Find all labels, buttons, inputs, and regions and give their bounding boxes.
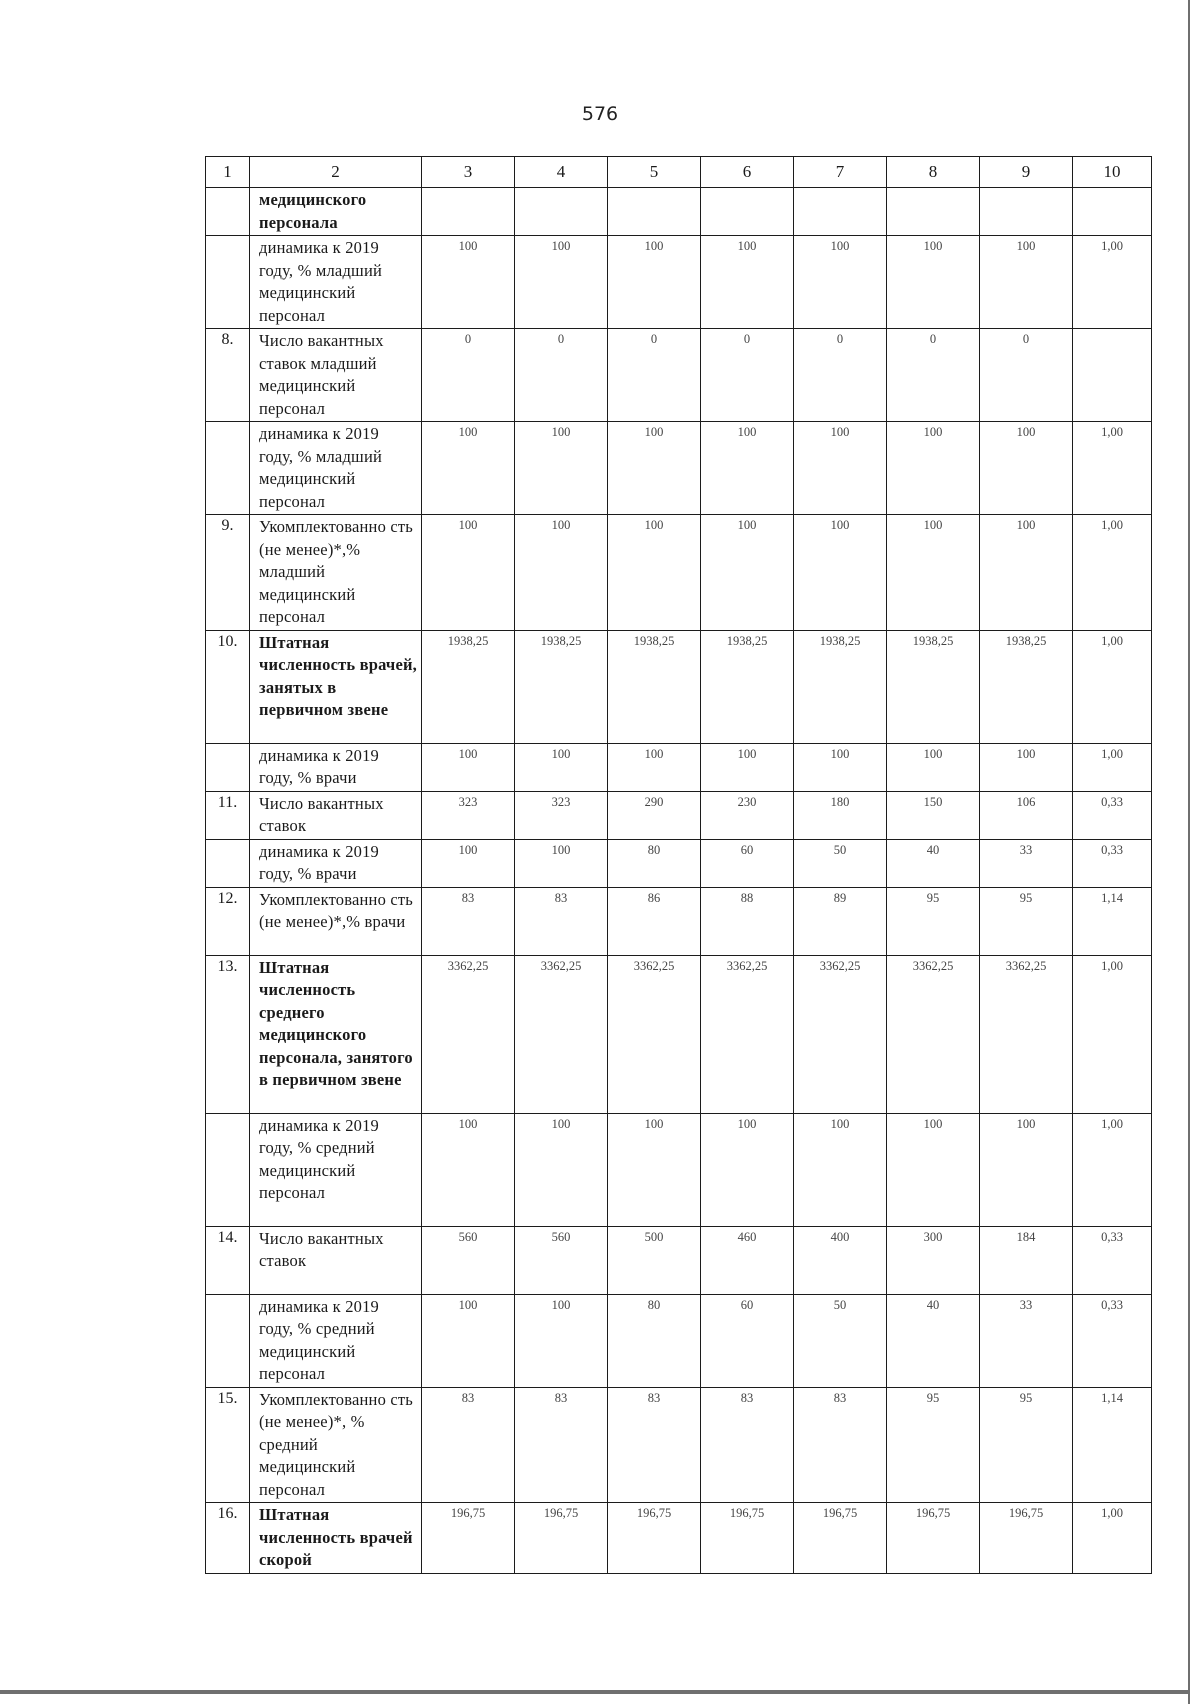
column-header: 9 xyxy=(980,157,1073,188)
row-number: 13. xyxy=(206,955,250,1113)
row-number xyxy=(206,839,250,887)
table-row xyxy=(206,188,1152,236)
value-cell xyxy=(701,188,794,236)
value-cell: 196,75 xyxy=(701,1503,794,1574)
value-cell: 100 xyxy=(980,515,1073,631)
value-cell: 1,00 xyxy=(1073,422,1152,515)
value-cell: 50 xyxy=(794,839,887,887)
table-row xyxy=(206,1387,1152,1503)
value-cell: 3362,25 xyxy=(701,955,794,1113)
table-body xyxy=(206,157,1152,1574)
value-cell: 1938,25 xyxy=(515,630,608,743)
indicator-name: динамика к 2019 году, % средний медицинский персонал xyxy=(250,1113,422,1226)
table-row xyxy=(206,329,1152,422)
value-cell: 0 xyxy=(980,329,1073,422)
value-cell: 100 xyxy=(794,236,887,329)
row-number: 11. xyxy=(206,791,250,839)
value-cell: 150 xyxy=(887,791,980,839)
value-cell: 184 xyxy=(980,1226,1073,1294)
value-cell: 0 xyxy=(515,329,608,422)
value-cell: 100 xyxy=(608,743,701,791)
value-cell: 100 xyxy=(515,743,608,791)
indicator-name: динамика к 2019 году, % врачи xyxy=(250,839,422,887)
table-row xyxy=(206,1226,1152,1294)
value-cell: 196,75 xyxy=(980,1503,1073,1574)
column-header: 1 xyxy=(206,157,250,188)
value-cell: 100 xyxy=(794,1113,887,1226)
row-number: 14. xyxy=(206,1226,250,1294)
value-cell: 500 xyxy=(608,1226,701,1294)
indicator-name: Число вакантных ставок xyxy=(250,1226,422,1294)
indicator-name: Число вакантных ставок xyxy=(250,791,422,839)
column-header: 3 xyxy=(422,157,515,188)
value-cell: 100 xyxy=(887,236,980,329)
value-cell: 83 xyxy=(515,1387,608,1503)
value-cell: 88 xyxy=(701,887,794,955)
value-cell xyxy=(887,188,980,236)
row-number: 9. xyxy=(206,515,250,631)
row-number: 8. xyxy=(206,329,250,422)
value-cell: 1938,25 xyxy=(422,630,515,743)
page-edge-bottom xyxy=(0,1690,1190,1694)
value-cell: 1,00 xyxy=(1073,236,1152,329)
row-number: 16. xyxy=(206,1503,250,1574)
value-cell: 83 xyxy=(515,887,608,955)
value-cell: 1,00 xyxy=(1073,630,1152,743)
value-cell: 3362,25 xyxy=(515,955,608,1113)
column-header: 8 xyxy=(887,157,980,188)
value-cell: 80 xyxy=(608,839,701,887)
value-cell: 0 xyxy=(422,329,515,422)
table-row xyxy=(206,422,1152,515)
value-cell: 196,75 xyxy=(608,1503,701,1574)
value-cell xyxy=(608,188,701,236)
value-cell: 60 xyxy=(701,839,794,887)
value-cell: 1,00 xyxy=(1073,955,1152,1113)
value-cell: 100 xyxy=(887,422,980,515)
column-header: 7 xyxy=(794,157,887,188)
value-cell: 100 xyxy=(794,422,887,515)
table-row xyxy=(206,1503,1152,1574)
row-number xyxy=(206,422,250,515)
value-cell: 180 xyxy=(794,791,887,839)
value-cell: 100 xyxy=(422,422,515,515)
value-cell: 50 xyxy=(794,1294,887,1387)
value-cell: 290 xyxy=(608,791,701,839)
indicator-name: медицинского персонала xyxy=(250,188,422,236)
value-cell: 1,00 xyxy=(1073,1503,1152,1574)
indicator-name: Штатная численность врачей, занятых в первичном звене xyxy=(250,630,422,743)
value-cell: 1,00 xyxy=(1073,1113,1152,1226)
value-cell: 100 xyxy=(887,743,980,791)
value-cell: 0 xyxy=(608,329,701,422)
indicator-name: Укомплектованно сть (не менее)*,% врачи xyxy=(250,887,422,955)
value-cell xyxy=(980,188,1073,236)
column-header: 10 xyxy=(1073,157,1152,188)
indicator-name: Число вакантных ставок младший медицинский персонал xyxy=(250,329,422,422)
indicator-name: динамика к 2019 году, % младший медицинский персонал xyxy=(250,422,422,515)
value-cell xyxy=(1073,329,1152,422)
value-cell: 83 xyxy=(422,887,515,955)
row-number: 15. xyxy=(206,1387,250,1503)
value-cell xyxy=(1073,188,1152,236)
page-edge-right xyxy=(1188,0,1190,1704)
value-cell: 33 xyxy=(980,839,1073,887)
value-cell: 100 xyxy=(515,422,608,515)
value-cell: 0,33 xyxy=(1073,1226,1152,1294)
column-header: 4 xyxy=(515,157,608,188)
indicator-name: Укомплектованно сть (не менее)*, % средний медицинский персонал xyxy=(250,1387,422,1503)
value-cell: 86 xyxy=(608,887,701,955)
value-cell: 3362,25 xyxy=(422,955,515,1113)
value-cell: 196,75 xyxy=(515,1503,608,1574)
row-number: 10. xyxy=(206,630,250,743)
table-row xyxy=(206,839,1152,887)
value-cell: 460 xyxy=(701,1226,794,1294)
table-row xyxy=(206,1294,1152,1387)
value-cell: 100 xyxy=(515,1113,608,1226)
value-cell: 0 xyxy=(887,329,980,422)
value-cell: 100 xyxy=(515,236,608,329)
value-cell: 1,14 xyxy=(1073,887,1152,955)
value-cell: 40 xyxy=(887,1294,980,1387)
indicator-name: динамика к 2019 году, % младший медицинский персонал xyxy=(250,236,422,329)
value-cell: 100 xyxy=(980,236,1073,329)
value-cell: 196,75 xyxy=(794,1503,887,1574)
table-row xyxy=(206,743,1152,791)
value-cell: 1938,25 xyxy=(701,630,794,743)
value-cell: 89 xyxy=(794,887,887,955)
value-cell: 1938,25 xyxy=(608,630,701,743)
value-cell: 1,14 xyxy=(1073,1387,1152,1503)
value-cell xyxy=(794,188,887,236)
table-row xyxy=(206,236,1152,329)
row-number: 12. xyxy=(206,887,250,955)
column-header: 2 xyxy=(250,157,422,188)
value-cell xyxy=(515,188,608,236)
value-cell: 100 xyxy=(887,1113,980,1226)
row-number xyxy=(206,1113,250,1226)
value-cell: 0,33 xyxy=(1073,791,1152,839)
value-cell: 40 xyxy=(887,839,980,887)
value-cell: 100 xyxy=(422,1294,515,1387)
value-cell: 560 xyxy=(422,1226,515,1294)
value-cell: 1938,25 xyxy=(794,630,887,743)
page-number: 576 xyxy=(581,103,619,125)
value-cell: 3362,25 xyxy=(794,955,887,1113)
value-cell: 100 xyxy=(980,422,1073,515)
value-cell: 95 xyxy=(980,1387,1073,1503)
value-cell: 3362,25 xyxy=(608,955,701,1113)
value-cell: 100 xyxy=(608,236,701,329)
value-cell: 100 xyxy=(515,839,608,887)
value-cell: 0 xyxy=(794,329,887,422)
table-row xyxy=(206,887,1152,955)
value-cell: 100 xyxy=(701,1113,794,1226)
indicator-name: динамика к 2019 году, % средний медицинский персонал xyxy=(250,1294,422,1387)
value-cell: 95 xyxy=(980,887,1073,955)
value-cell: 1938,25 xyxy=(980,630,1073,743)
value-cell: 100 xyxy=(701,422,794,515)
row-number xyxy=(206,1294,250,1387)
value-cell: 1938,25 xyxy=(887,630,980,743)
value-cell: 0,33 xyxy=(1073,1294,1152,1387)
value-cell: 1,00 xyxy=(1073,515,1152,631)
indicator-name: Штатная численность врачей скорой xyxy=(250,1503,422,1574)
value-cell: 95 xyxy=(887,887,980,955)
data-table xyxy=(205,156,1152,1574)
row-number xyxy=(206,188,250,236)
value-cell: 100 xyxy=(422,236,515,329)
table-row xyxy=(206,515,1152,631)
value-cell: 83 xyxy=(794,1387,887,1503)
table-header-row xyxy=(206,157,1152,188)
indicator-name: динамика к 2019 году, % врачи xyxy=(250,743,422,791)
value-cell: 100 xyxy=(608,422,701,515)
value-cell: 100 xyxy=(701,515,794,631)
value-cell: 300 xyxy=(887,1226,980,1294)
value-cell: 400 xyxy=(794,1226,887,1294)
value-cell: 83 xyxy=(422,1387,515,1503)
indicator-name: Штатная численность среднего медицинского персонала, занятого в первичном звене xyxy=(250,955,422,1113)
value-cell: 83 xyxy=(608,1387,701,1503)
value-cell: 0 xyxy=(701,329,794,422)
value-cell: 100 xyxy=(422,839,515,887)
column-header: 5 xyxy=(608,157,701,188)
value-cell: 100 xyxy=(422,1113,515,1226)
value-cell: 196,75 xyxy=(887,1503,980,1574)
value-cell: 33 xyxy=(980,1294,1073,1387)
value-cell: 106 xyxy=(980,791,1073,839)
table-row xyxy=(206,955,1152,1113)
value-cell: 83 xyxy=(701,1387,794,1503)
value-cell: 100 xyxy=(515,515,608,631)
value-cell: 100 xyxy=(515,1294,608,1387)
table-row xyxy=(206,630,1152,743)
value-cell: 3362,25 xyxy=(980,955,1073,1113)
table-row xyxy=(206,1113,1152,1226)
value-cell: 196,75 xyxy=(422,1503,515,1574)
table-row xyxy=(206,791,1152,839)
value-cell: 100 xyxy=(608,1113,701,1226)
value-cell: 100 xyxy=(980,743,1073,791)
row-number xyxy=(206,743,250,791)
value-cell: 100 xyxy=(794,743,887,791)
value-cell: 560 xyxy=(515,1226,608,1294)
value-cell: 100 xyxy=(701,743,794,791)
indicator-name: Укомплектованно сть (не менее)*,% младший медицинский персонал xyxy=(250,515,422,631)
value-cell: 100 xyxy=(980,1113,1073,1226)
value-cell: 100 xyxy=(701,236,794,329)
value-cell: 100 xyxy=(794,515,887,631)
value-cell: 1,00 xyxy=(1073,743,1152,791)
value-cell: 95 xyxy=(887,1387,980,1503)
value-cell: 0,33 xyxy=(1073,839,1152,887)
value-cell: 100 xyxy=(608,515,701,631)
value-cell: 100 xyxy=(422,743,515,791)
value-cell: 323 xyxy=(515,791,608,839)
value-cell: 100 xyxy=(422,515,515,631)
row-number xyxy=(206,236,250,329)
value-cell: 100 xyxy=(887,515,980,631)
value-cell: 80 xyxy=(608,1294,701,1387)
value-cell: 3362,25 xyxy=(887,955,980,1113)
value-cell: 60 xyxy=(701,1294,794,1387)
value-cell xyxy=(422,188,515,236)
value-cell: 323 xyxy=(422,791,515,839)
value-cell: 230 xyxy=(701,791,794,839)
column-header: 6 xyxy=(701,157,794,188)
